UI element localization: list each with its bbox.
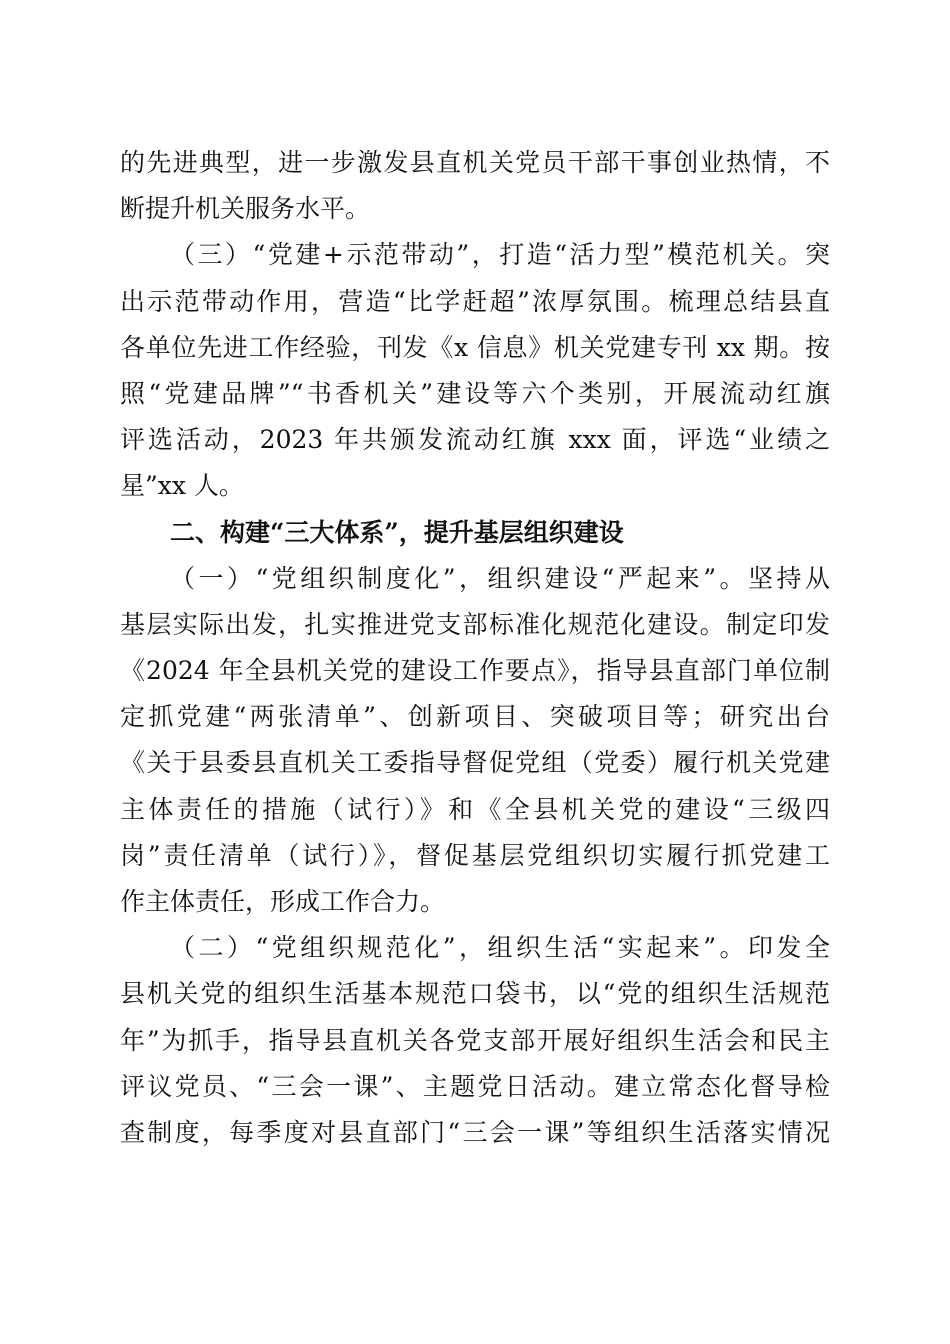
paragraph-heading-line: （一）“党组织制度化”，组织建设“严起来”。坚持从: [170, 563, 830, 593]
text-line: 断提升机关服务水平。: [120, 194, 371, 224]
text-line: 各单位先进工作经验，刊发《x 信息》机关党建专刊 xx 期。按: [120, 332, 830, 362]
text-line: 作主体责任，形成工作合力。: [120, 887, 446, 916]
text-line: 查制度，每季度对县直部门“三会一课”等组织生活落实情况: [120, 1117, 830, 1147]
paragraph-heading-line: （二）“党组织规范化”，组织生活“实起来”。印发全: [170, 933, 830, 963]
text-line: 年”为抓手，指导县直机关各党支部开展好组织生活会和民主: [120, 1025, 830, 1055]
text-line: 星”xx 人。: [120, 471, 244, 501]
text-line: 评选活动，2023 年共颁发流动红旗 xxx 面，评选“业绩之: [120, 425, 830, 455]
text-line: 照“党建品牌”“书香机关”建设等六个类别，开展流动红旗: [120, 378, 830, 408]
text-line: 出示范带动作用，营造“比学赶超”浓厚氛围。梳理总结县直: [120, 286, 830, 316]
text-line: 县机关党的组织生活基本规范口袋书，以“党的组织生活规范: [120, 979, 830, 1009]
text-line: 定抓党建“两张清单”、创新项目、突破项目等；研究出台: [120, 702, 830, 732]
paragraph-heading-line: （三）“党建+示范带动”，打造“活力型”模范机关。突: [170, 240, 830, 270]
text-line: 基层实际出发，扎实推进党支部标准化规范化建设。制定印发: [120, 609, 830, 639]
text-line: 主体责任的措施（试行）》和《全县机关党的建设“三级四: [120, 794, 830, 824]
document-page: [120, 140, 830, 1156]
section-heading: 二、构建“三大体系”，提升基层组织建设: [170, 517, 624, 547]
text-line: 的先进典型，进一步激发县直机关党员干部干事创业热情，不: [120, 148, 830, 177]
text-line: 岗”责任清单（试行）》，督促基层党组织切实履行抓党建工: [120, 840, 830, 870]
text-line: 《2024 年全县机关党的建设工作要点》，指导县直部门单位制: [120, 656, 830, 686]
text-line: 评议党员、“三会一课”、主题党日活动。建立常态化督导检: [120, 1071, 830, 1101]
text-line: 《关于县委县直机关工委指导督促党组（党委）履行机关党建: [120, 748, 830, 778]
